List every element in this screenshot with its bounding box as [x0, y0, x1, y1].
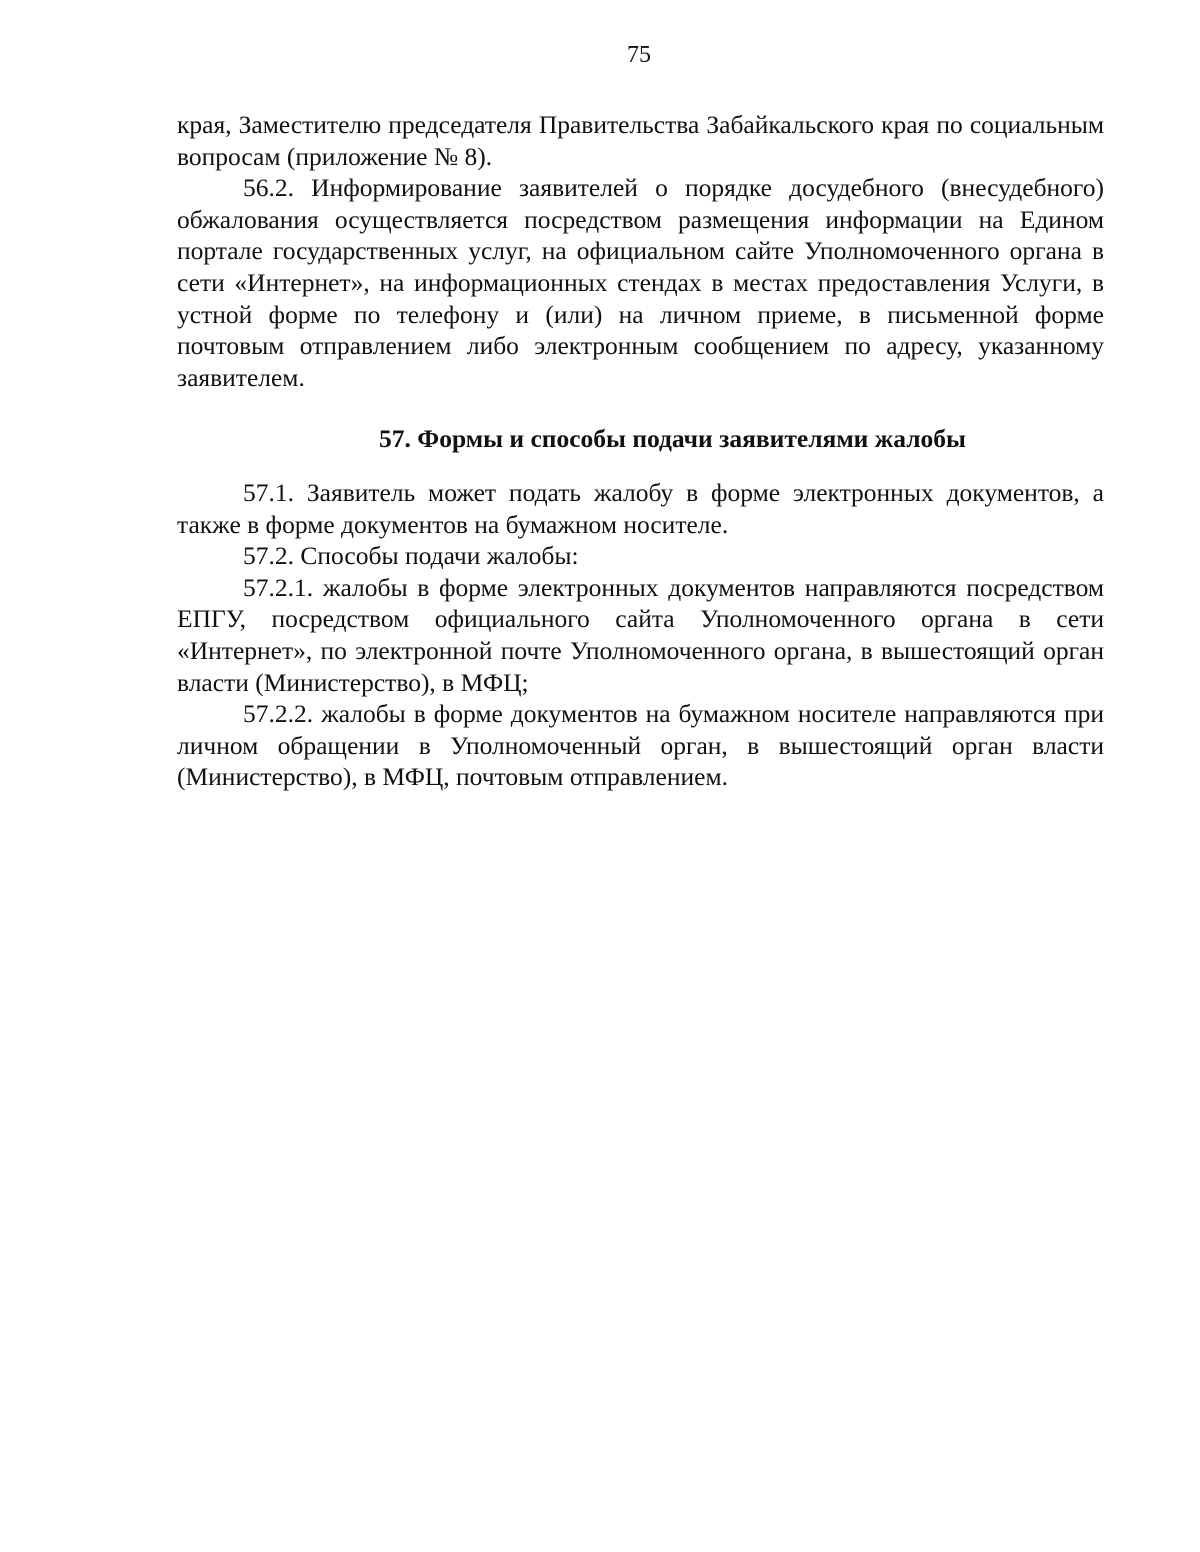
paragraph-56-1-continuation: края, Заместителю председателя Правительства Забайкальского края по социальным вопросам (приложение № 8).: [177, 110, 1104, 171]
page-number: 75: [627, 42, 651, 68]
paragraph-57-2: 57.2. Способы подачи жалобы:: [243, 541, 579, 571]
paragraph-57-1: 57.1. Заявитель может подать жалобу в форме электронных документов, а также в форме документов на бумажном носителе.: [177, 477, 1104, 539]
section-heading-57: 57. Формы и способы подачи заявителями жалобы: [379, 424, 966, 454]
paragraph-57-2-2: 57.2.2. жалобы в форме документов на бумажном носителе направляются при личном обращении в Уполномоченный орган, в вышестоящий орган власти (Министерство), в МФЦ, почтовым отправлением.: [177, 699, 1104, 792]
paragraph-57-2-1: 57.2.1. жалобы в форме электронных документов направляются посредством ЕПГУ, посредством официального сайта Уполномоченного органа в сети «Интернет», по электронной почте Уполномоченного органа, в вышестоящий орган власти (Министерство), в МФЦ;: [177, 572, 1104, 697]
document-body: [177, 109, 1104, 793]
paragraph-56-2: 56.2. Информирование заявителей о порядке досудебного (внесудебного) обжалования осуществляется посредством размещения информации на Едином портале государственных услуг, на официальном сайте Уполномоченного органа в сети «Интернет», на информационных стендах в местах предоставления Услуги, в устной форме по телефону и (или) на личном приеме, в письменной форме почтовым отправлением либо электронным сообщением по адресу, указанному заявителем.: [177, 173, 1104, 392]
